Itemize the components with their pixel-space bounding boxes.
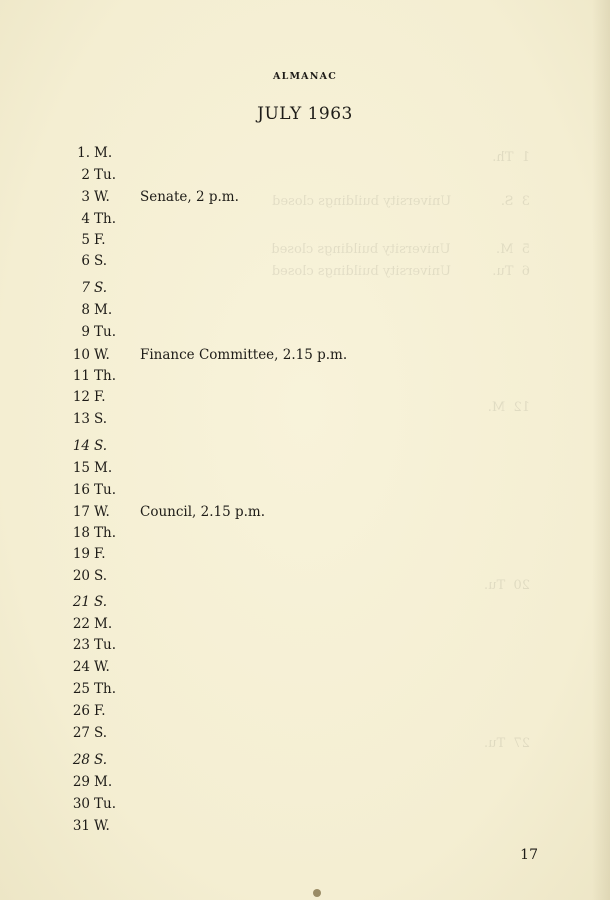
calendar-day-row <box>0 504 560 524</box>
day-number: 12 <box>72 389 90 405</box>
day-number: 31 <box>72 818 90 834</box>
weekday-abbrev: M. <box>94 460 113 476</box>
running-head: ALMANAC <box>273 71 337 82</box>
calendar-day-row <box>0 616 560 636</box>
day-number: 23 <box>72 637 90 653</box>
weekday-abbrev: Th. <box>94 525 116 541</box>
weekday-abbrev: S. <box>94 725 108 741</box>
day-number: 26 <box>72 703 90 719</box>
calendar-day-row <box>0 302 560 322</box>
calendar-day-row <box>0 232 560 252</box>
weekday-abbrev: M. <box>94 616 113 632</box>
calendar-day-row <box>0 525 560 545</box>
event-text: Senate, 2 p.m. <box>140 189 239 205</box>
day-number: 7 <box>81 280 90 296</box>
calendar-day-row <box>0 546 560 566</box>
calendar-day-row <box>0 324 560 344</box>
calendar-day-row <box>0 438 560 458</box>
day-number: 27 <box>72 725 90 741</box>
page-title: JULY 1963 <box>257 104 353 124</box>
weekday-abbrev: M. <box>94 145 113 161</box>
calendar-day-row <box>0 389 560 409</box>
day-number: 13 <box>72 411 90 427</box>
calendar-day-row <box>0 725 560 745</box>
weekday-abbrev: F. <box>94 232 106 248</box>
day-number: 24 <box>72 659 90 675</box>
weekday-abbrev: F. <box>94 546 106 562</box>
calendar-day-row <box>0 482 560 502</box>
weekday-abbrev: S. <box>94 752 108 768</box>
page-number: 17 <box>520 847 538 863</box>
weekday-abbrev: F. <box>94 703 106 719</box>
calendar-day-row <box>0 347 560 367</box>
weekday-abbrev: Tu. <box>94 482 116 498</box>
calendar-day-row <box>0 368 560 388</box>
day-number: 4 <box>81 211 90 227</box>
calendar-day-row <box>0 796 560 816</box>
calendar-day-row <box>0 703 560 723</box>
day-number: 6 <box>81 253 90 269</box>
weekday-abbrev: S. <box>94 594 108 610</box>
day-number: 3 <box>81 189 90 205</box>
day-number: 15 <box>72 460 90 476</box>
day-number: 11 <box>72 368 90 384</box>
day-number: 21 <box>72 594 90 610</box>
day-number: 25 <box>72 681 90 697</box>
day-number: 18 <box>72 525 90 541</box>
day-number: 5 <box>81 232 90 248</box>
event-text: Finance Committee, 2.15 p.m. <box>140 347 348 363</box>
day-number: 28 <box>72 752 90 768</box>
day-number: 2 <box>81 167 90 183</box>
day-number: 8 <box>81 302 90 318</box>
weekday-abbrev: M. <box>94 302 113 318</box>
weekday-abbrev: S. <box>94 438 108 454</box>
calendar-day-row <box>0 774 560 794</box>
calendar-day-row <box>0 189 560 209</box>
weekday-abbrev: W. <box>94 189 110 205</box>
weekday-abbrev: W. <box>94 504 110 520</box>
calendar-day-row <box>0 568 560 588</box>
weekday-abbrev: Th. <box>94 368 116 384</box>
event-text: Council, 2.15 p.m. <box>140 504 266 520</box>
weekday-abbrev: F. <box>94 389 106 405</box>
day-number: 16 <box>72 482 90 498</box>
binding-dot <box>313 889 321 897</box>
weekday-abbrev: W. <box>94 659 110 675</box>
calendar-day-row <box>0 818 560 838</box>
calendar-day-row <box>0 253 560 273</box>
day-number: 17 <box>72 504 90 520</box>
weekday-abbrev: W. <box>94 347 110 363</box>
weekday-abbrev: Th. <box>94 211 116 227</box>
calendar-day-row <box>0 681 560 701</box>
calendar-day-row <box>0 145 560 165</box>
calendar-day-row <box>0 167 560 187</box>
calendar-day-row <box>0 280 560 300</box>
calendar-day-row <box>0 659 560 679</box>
day-number: 20 <box>72 568 90 584</box>
weekday-abbrev: S. <box>94 411 108 427</box>
weekday-abbrev: M. <box>94 774 113 790</box>
weekday-abbrev: S. <box>94 253 108 269</box>
page-edge-shadow <box>592 0 610 900</box>
weekday-abbrev: Tu. <box>94 796 116 812</box>
weekday-abbrev: W. <box>94 818 110 834</box>
day-number: 1. <box>77 145 90 161</box>
day-number: 29 <box>72 774 90 790</box>
day-number: 10 <box>72 347 90 363</box>
calendar-day-row <box>0 752 560 772</box>
weekday-abbrev: Th. <box>94 681 116 697</box>
calendar-day-row <box>0 211 560 231</box>
day-number: 30 <box>72 796 90 812</box>
day-number: 9 <box>81 324 90 340</box>
calendar-day-row <box>0 460 560 480</box>
day-number: 19 <box>72 546 90 562</box>
weekday-abbrev: Tu. <box>94 167 116 183</box>
weekday-abbrev: Tu. <box>94 637 116 653</box>
calendar-day-row <box>0 594 560 614</box>
weekday-abbrev: S. <box>94 280 108 296</box>
day-number: 22 <box>72 616 90 632</box>
show-through-text: 1 Th. 3 S. University buildings closed 5 M. University buildings closed 6 Tu. University buildings closed 12 M. 20 Tu. 27 Tu. <box>271 150 530 751</box>
weekday-abbrev: S. <box>94 568 108 584</box>
day-number: 14 <box>72 438 90 454</box>
calendar-day-row <box>0 411 560 431</box>
calendar-day-row <box>0 637 560 657</box>
weekday-abbrev: Tu. <box>94 324 116 340</box>
